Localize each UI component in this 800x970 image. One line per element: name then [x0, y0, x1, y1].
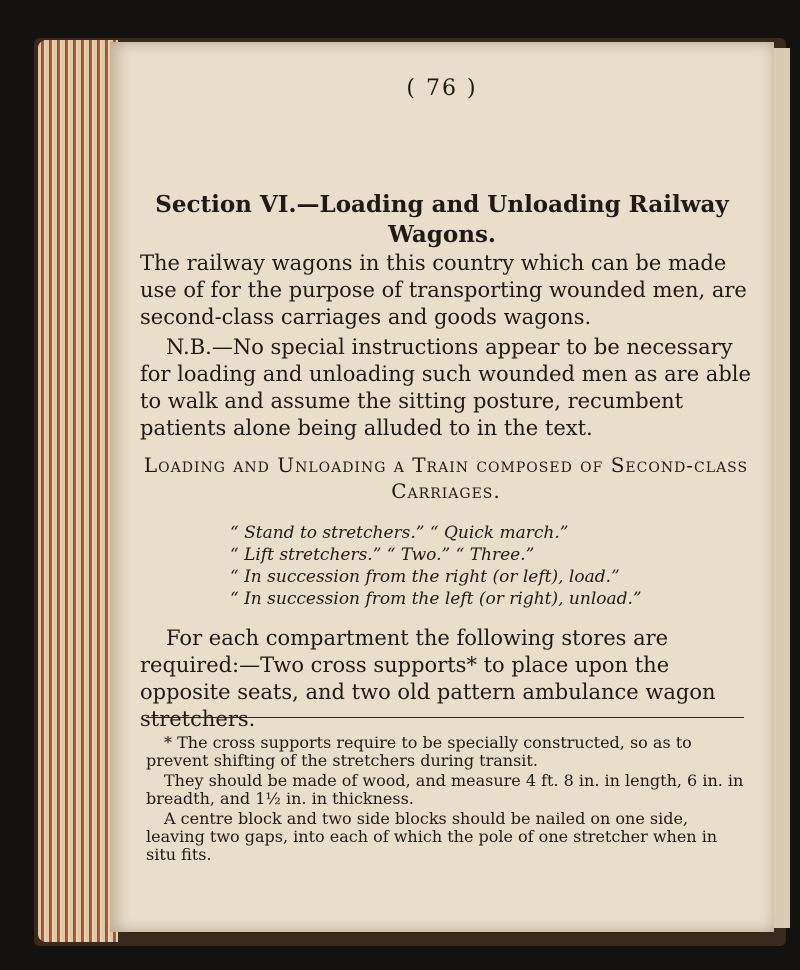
- section-title-line-2: Wagons.: [388, 221, 496, 248]
- next-page-strip: [774, 48, 790, 928]
- subheading: Loading and Unloading a Train composed of Second-class Carriages.: [143, 453, 749, 503]
- paragraph-2: N.B.—No special instructions appear to be necessary for loading and unloading such wounded men as are able to walk and assume the sitting posture, recumbent patients alone being alluded to in the text.: [140, 335, 751, 440]
- page-number: ( 76 ): [406, 76, 478, 101]
- section-title-line-1: Section VI.—Loading and Unloading Railway: [155, 191, 729, 218]
- command-line-1: “ Stand to stretchers.” “ Quick march.”: [230, 523, 569, 543]
- section-title: [150, 190, 734, 250]
- command-line-2: “ Lift stretchers.” “ Two.” “ Three.”: [230, 545, 535, 565]
- paragraph-3: For each compartment the following stores are required:—Two cross supports* to place upon the opposite seats, and two old pattern ambulance wagon stretchers.: [140, 626, 716, 731]
- paragraph-1: The railway wagons in this country which can be made use of for the purpose of transporting wounded men, are second-class carriages and goods wagons.: [140, 251, 747, 329]
- footnote-rule: [146, 717, 744, 718]
- footnote-3: A centre block and two side blocks should be nailed on one side, leaving two gaps, into each of which the pole of one stretcher when in situ fits.: [146, 809, 718, 864]
- book-page: [110, 42, 774, 932]
- command-line-4: “ In succession from the left (or right), unload.”: [230, 589, 642, 609]
- footnote-2: They should be made of wood, and measure 4 ft. 8 in. in length, 6 in. in breadth, and 1½ in. in thickness.: [146, 771, 744, 808]
- page-edges: [38, 40, 118, 942]
- command-line-3: “ In succession from the right (or left), load.”: [230, 567, 620, 587]
- footnote-1: * The cross supports require to be specially constructed, so as to prevent shifting of the stretchers during transit.: [146, 733, 692, 770]
